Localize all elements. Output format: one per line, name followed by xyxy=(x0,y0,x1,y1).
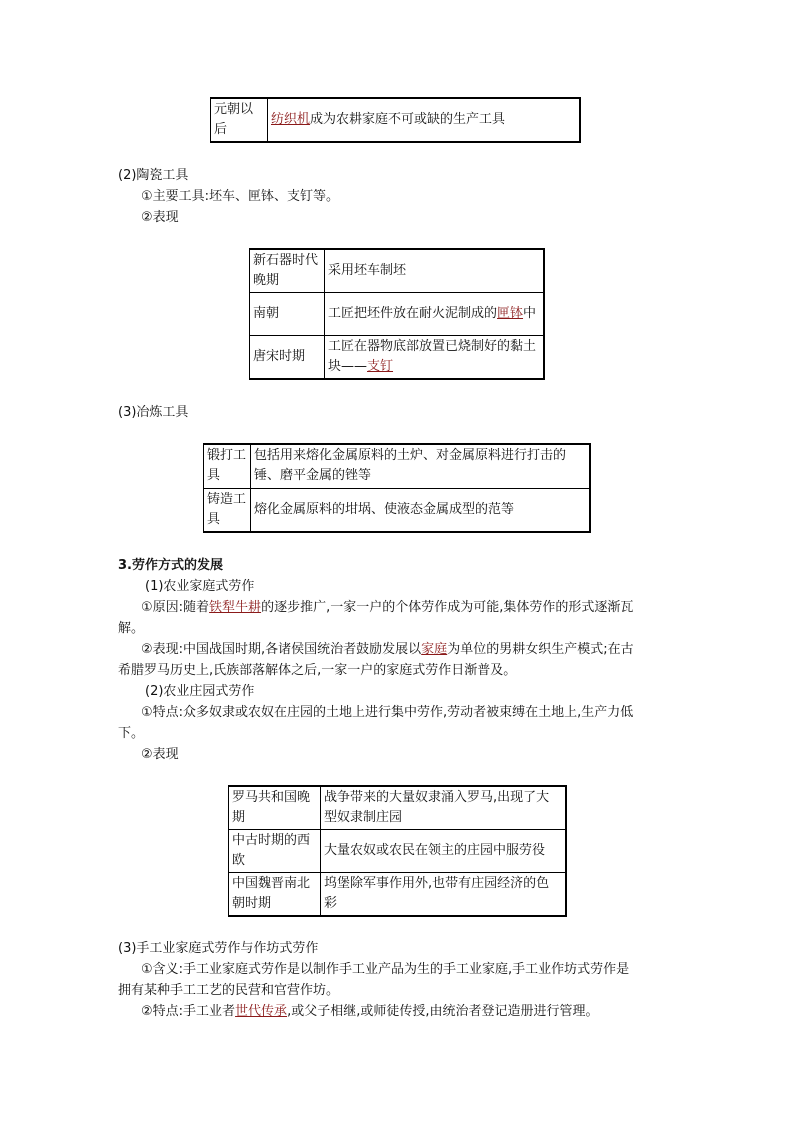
paragraph: 解。 xyxy=(118,621,145,636)
subsection-heading: (3)手工业家庭式劳作与作坊式劳作 xyxy=(118,941,319,956)
period-cell: 元朝以后 xyxy=(211,98,268,142)
paragraph xyxy=(141,1002,598,1022)
paragraph-text: ①原因:随着 xyxy=(141,600,210,615)
subsection-heading: (1)农业家庭式劳作 xyxy=(145,579,255,594)
section-heading: (3)冶炼工具 xyxy=(118,405,189,420)
period-cell: 唐宋时期 xyxy=(250,336,325,380)
paragraph-text: ②特点:手工业者 xyxy=(141,1004,236,1019)
content-text: 采用坯车制坯 xyxy=(328,263,407,278)
content-text: 成为农耕家庭不可或缺的生产工具 xyxy=(310,112,506,127)
keyword-highlight: 家庭 xyxy=(421,642,448,657)
paragraph: ①主要工具:坯车、匣钵、支钉等。 xyxy=(141,189,340,204)
content-text: 工匠在器物底部放置已烧制好的黏土块—— xyxy=(328,339,537,374)
keyword-highlight: 纺织机 xyxy=(271,112,311,127)
table-row xyxy=(250,336,545,380)
paragraph: ①特点:众多奴隶或农奴在庄园的土地上进行集中劳作,劳动者被束缚在土地上,生产力低 xyxy=(141,705,634,720)
period-cell: 南朝 xyxy=(250,293,325,336)
paragraph xyxy=(141,598,633,618)
period-cell: 新石器时代晚期 xyxy=(250,249,325,293)
paragraph-text: 为单位的男耕女织生产模式;在古 xyxy=(447,642,634,657)
table-row xyxy=(229,873,567,917)
table-row xyxy=(204,488,591,532)
content-cell xyxy=(268,98,581,142)
content-cell: 坞堡除军事作用外,也带有庄园经济的色彩 xyxy=(321,873,567,917)
table-row xyxy=(250,293,545,336)
section-title: 3.劳作方式的发展 xyxy=(118,558,223,573)
period-cell: 锻打工具 xyxy=(204,444,251,488)
subsection-heading: (2)农业庄园式劳作 xyxy=(145,684,255,699)
content-cell xyxy=(325,293,545,336)
content-cell xyxy=(325,336,545,380)
keyword-highlight: 世代传承 xyxy=(235,1004,288,1019)
period-cell: 铸造工具 xyxy=(204,488,251,532)
keyword-highlight: 铁犁牛耕 xyxy=(209,600,262,615)
content-cell: 大量农奴或农民在领主的庄园中服劳役 xyxy=(321,830,567,873)
paragraph: 希腊罗马历史上,氏族部落解体之后,一家一户的家庭式劳作日渐普及。 xyxy=(118,663,517,678)
table-yuan-textile xyxy=(210,97,581,143)
content-cell xyxy=(325,249,545,293)
table-manor xyxy=(228,785,567,917)
table-row xyxy=(229,786,567,830)
table-smelting xyxy=(203,443,591,533)
paragraph: ①含义:手工业家庭式劳作是以制作手工业产品为生的手工业家庭,手工业作坊式劳作是 xyxy=(141,962,630,977)
paragraph-text: ,或父子相继,或师徒传授,由统治者登记造册进行管理。 xyxy=(287,1004,599,1019)
table-row xyxy=(211,98,581,142)
paragraph-text: ②表现:中国战国时期,各诸侯国统治者鼓励发展以 xyxy=(141,642,422,657)
keyword-highlight: 匣钵 xyxy=(497,306,524,321)
period-cell: 中古时期的西欧 xyxy=(229,830,321,873)
table-row xyxy=(250,249,545,293)
paragraph: ②表现 xyxy=(141,747,179,762)
paragraph: ②表现 xyxy=(141,210,179,225)
paragraph-text: 的逐步推广,一家一户的个体劳作成为可能,集体劳作的形式逐渐瓦 xyxy=(261,600,634,615)
table-ceramic xyxy=(249,248,545,380)
period-cell: 罗马共和国晚期 xyxy=(229,786,321,830)
keyword-highlight: 支钉 xyxy=(367,359,394,374)
paragraph xyxy=(141,640,634,660)
section-heading: (2)陶瓷工具 xyxy=(118,168,189,183)
content-text: 工匠把坯件放在耐火泥制成的 xyxy=(328,306,498,321)
paragraph: 拥有某种手工工艺的民营和官营作坊。 xyxy=(118,983,340,998)
content-cell: 包括用来熔化金属原料的土炉、对金属原料进行打击的锤、磨平金属的锉等 xyxy=(251,444,591,488)
content-text: 中 xyxy=(523,306,537,321)
table-row xyxy=(204,444,591,488)
table-row xyxy=(229,830,567,873)
period-cell: 中国魏晋南北朝时期 xyxy=(229,873,321,917)
paragraph: 下。 xyxy=(118,726,145,741)
content-cell: 战争带来的大量奴隶涌入罗马,出现了大型奴隶制庄园 xyxy=(321,786,567,830)
content-cell: 熔化金属原料的坩埚、使液态金属成型的范等 xyxy=(251,488,591,532)
